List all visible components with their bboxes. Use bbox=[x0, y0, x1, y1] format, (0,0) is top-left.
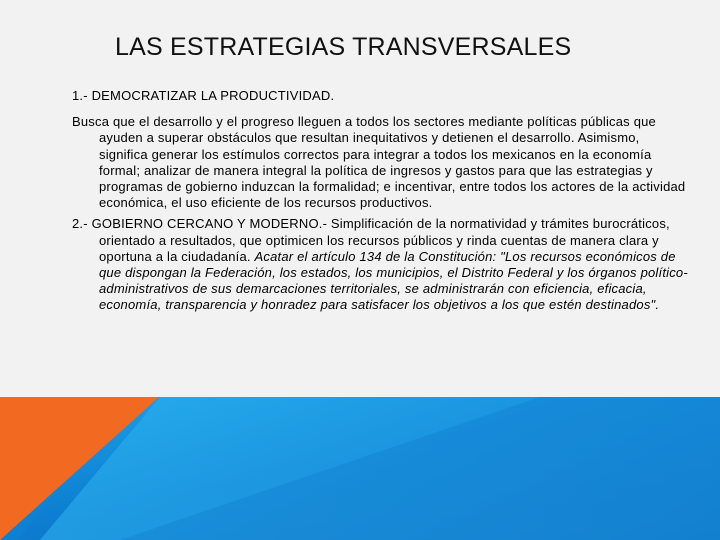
section-2-paragraph bbox=[72, 216, 692, 313]
slide-content bbox=[72, 88, 692, 314]
decorative-footer-band bbox=[0, 397, 720, 540]
section-1-heading: 1.- DEMOCRATIZAR LA PRODUCTIVIDAD. bbox=[72, 88, 335, 103]
section-2-text-italic: Acatar el artículo 134 de la Constitución: "Los recursos económicos de que dispongan la Federación, los estados, los municipios, el Distrito Federal y los órganos político-administrativos de sus demarcaciones territoriales, se administrarán con eficiencia, eficacia, economía, transparencia y honradez para satisfacer los objetivos a los que estén destinados". bbox=[99, 248, 688, 313]
section-2-text-regular: 2.- GOBIERNO CERCANO Y MODERNO.- Simplificación de la normatividad y trámites burocráticos, orientado a resultados, que optimicen los recursos públicos y rinda cuentas de manera clara y oportuna a la ciudadanía. bbox=[72, 216, 670, 264]
slide-title: LAS ESTRATEGIAS TRANSVERSALES bbox=[115, 33, 572, 61]
section-1-body: Busca que el desarrollo y el progreso lleguen a todos los sectores mediante políticas públicas que ayuden a superar obstáculos que resultan inequitativos y detienen el desarrollo. Asimismo, significa generar los estímulos correctos para integrar a todos los mexicanos en la economía formal; analizar de manera integral la política de ingresos y gastos para que las estrategias y programas de gobierno induzcan la formalidad; e incentivar, entre todos los actores de la actividad económica, el uso eficiente de los recursos productivos. bbox=[72, 114, 686, 211]
footer-band-graphic bbox=[0, 397, 720, 540]
